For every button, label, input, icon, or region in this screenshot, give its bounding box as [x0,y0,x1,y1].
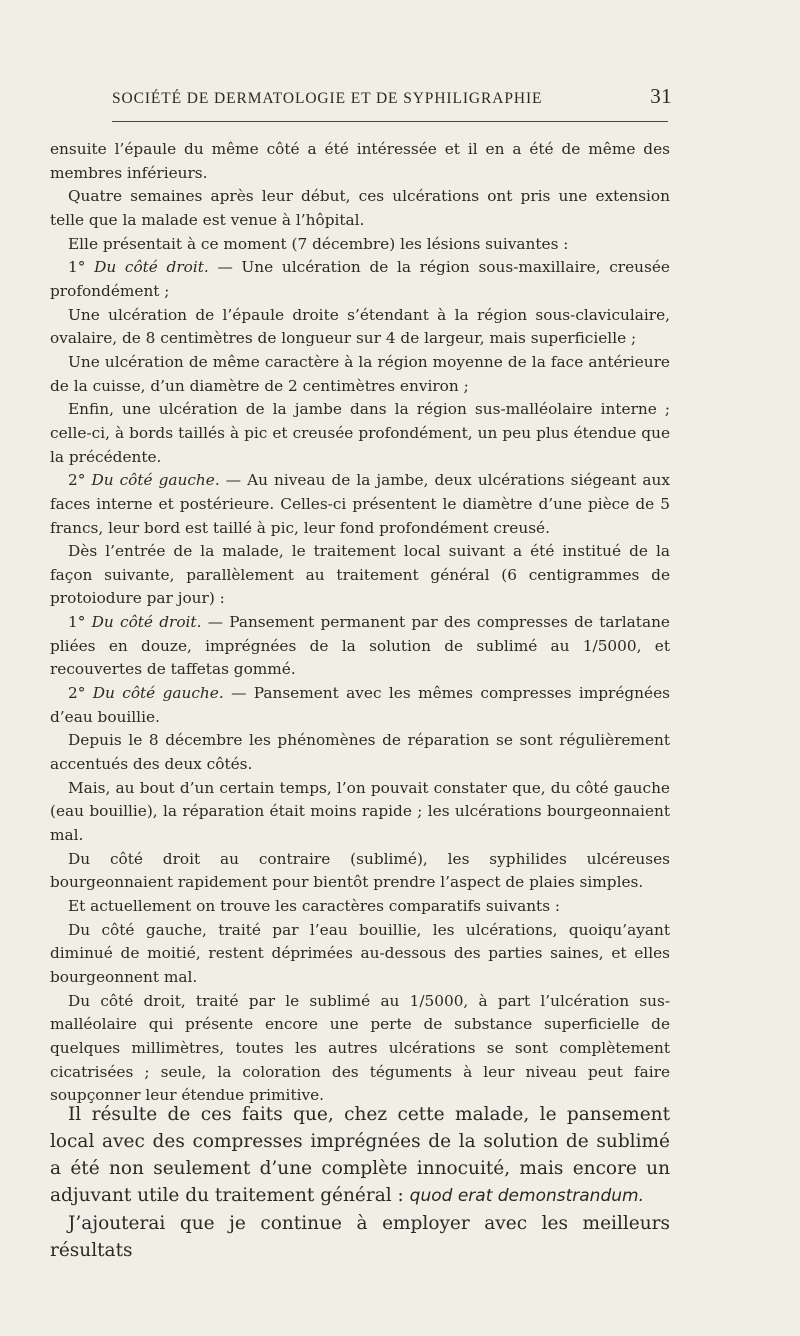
paragraph: Une ulcération de même caractère à la région moyenne de la face antérieure de la cuisse, d’un diamètre de 2 centimètres environ ; [50,352,670,395]
conclusion-text [50,1101,670,1264]
paragraph: Du côté gauche, traité par l’eau bouillie, les ulcérations, quoiqu’ayant diminué de moitié, restent déprimées au-dessous des parties saines, et elles bourgeonnent mal. [50,920,670,986]
paragraph: Du côté droit au contraire (sublimé), les syphilides ulcéreuses bourgeonnaient rapidement pour bientôt prendre l’aspect de plaies simples. [50,849,670,892]
section-heading: Du côté droit. [94,258,209,277]
paragraph: Du côté droit, traité par le sublimé au 1/5000, à part l’ulcération sus-malléolaire qui présente encore une perte de substance superficielle de quelques millimètres, toutes les autres ulcérations se sont complètement cicatrisées ; seule, la coloration des téguments à leur niveau peut faire soupçonner leur étendue primitive. [50,991,670,1105]
paragraph: Elle présentait à ce moment (7 décembre) les lésions suivantes : [68,234,569,253]
paragraph: 1° Du côté droit. — Une ulcération de la région sous-maxillaire, creusée profondément ; [50,258,670,300]
paragraph: Dès l’entrée de la malade, le traitement local suivant a été institué de la façon suivante, parallèlement au traitement général (6 centigrammes de protoiodure par jour) : [50,542,670,608]
header-rule [112,121,668,122]
section-heading: Du côté gauche. [91,471,220,490]
paragraph: Enfin, une ulcération de la jambe dans la région sus-malléolaire interne ; celle-ci, à bords taillés à pic et creusée profondément, un peu plus étendue que la précédente. [50,400,670,466]
running-title: SOCIÉTÉ DE DERMATOLOGIE ET DE SYPHILIGRAPHIE [112,90,543,107]
paragraph: Depuis le 8 décembre les phénomènes de réparation se sont régulièrement accentués des deux côtés. [50,731,670,774]
paragraph: Une ulcération de l’épaule droite s’étendant à la région sous-claviculaire, ovalaire, de 8 centimètres de longueur sur 4 de largeur, mais superficielle ; [50,305,670,348]
conclusion-paragraph: J’ajouterai que je continue à employer avec les meilleurs résultats [50,1213,670,1261]
body-text [50,138,670,1108]
paragraph: Et actuellement on trouve les caractères comparatifs suivants : [68,897,561,915]
paragraph: ensuite l’épaule du même côté a été intéressée et il en a été de même des membres inférieurs. [50,140,670,182]
page-number: 31 [650,84,672,108]
section-heading: Du côté droit. [91,613,202,632]
section-heading: Du côté gauche. [92,684,224,703]
paragraph: 2° Du côté gauche. — Au niveau de la jambe, deux ulcérations siégeant aux faces interne et postérieure. Celles-ci présentent le diamètre d’une pièce de 5 francs, leur bord est taillé à pic, leur fond profondément creusé. [50,471,671,537]
latin-phrase: quod erat demonstrandum. [409,1186,644,1206]
paragraph: 2° Du côté gauche. — Pansement avec les mêmes compresses imprégnées d’eau bouillie. [50,684,670,726]
running-header [112,84,672,109]
paragraph: Mais, au bout d’un certain temps, l’on pouvait constater que, du côté gauche (eau bouillie), la réparation était moins rapide ; les ulcérations bourgeonnaient mal. [50,778,670,845]
paragraph: Quatre semaines après leur début, ces ulcérations ont pris une extension telle que la malade est venue à l’hôpital. [50,187,670,229]
conclusion-paragraph: Il résulte de ces faits que, chez cette malade, le pansement local avec des compresses imprégnées de la solution de sublimé a été non seulement d’une complète innocuité, mais encore un adjuvant utile du traitement général : quod erat demonstrandum. [50,1104,670,1206]
paragraph: 1° Du côté droit. — Pansement permanent par des compresses de tarlatane pliées en douze, imprégnées de la solution de sublimé au 1/5000, et recouvertes de taffetas gommé. [50,613,670,679]
